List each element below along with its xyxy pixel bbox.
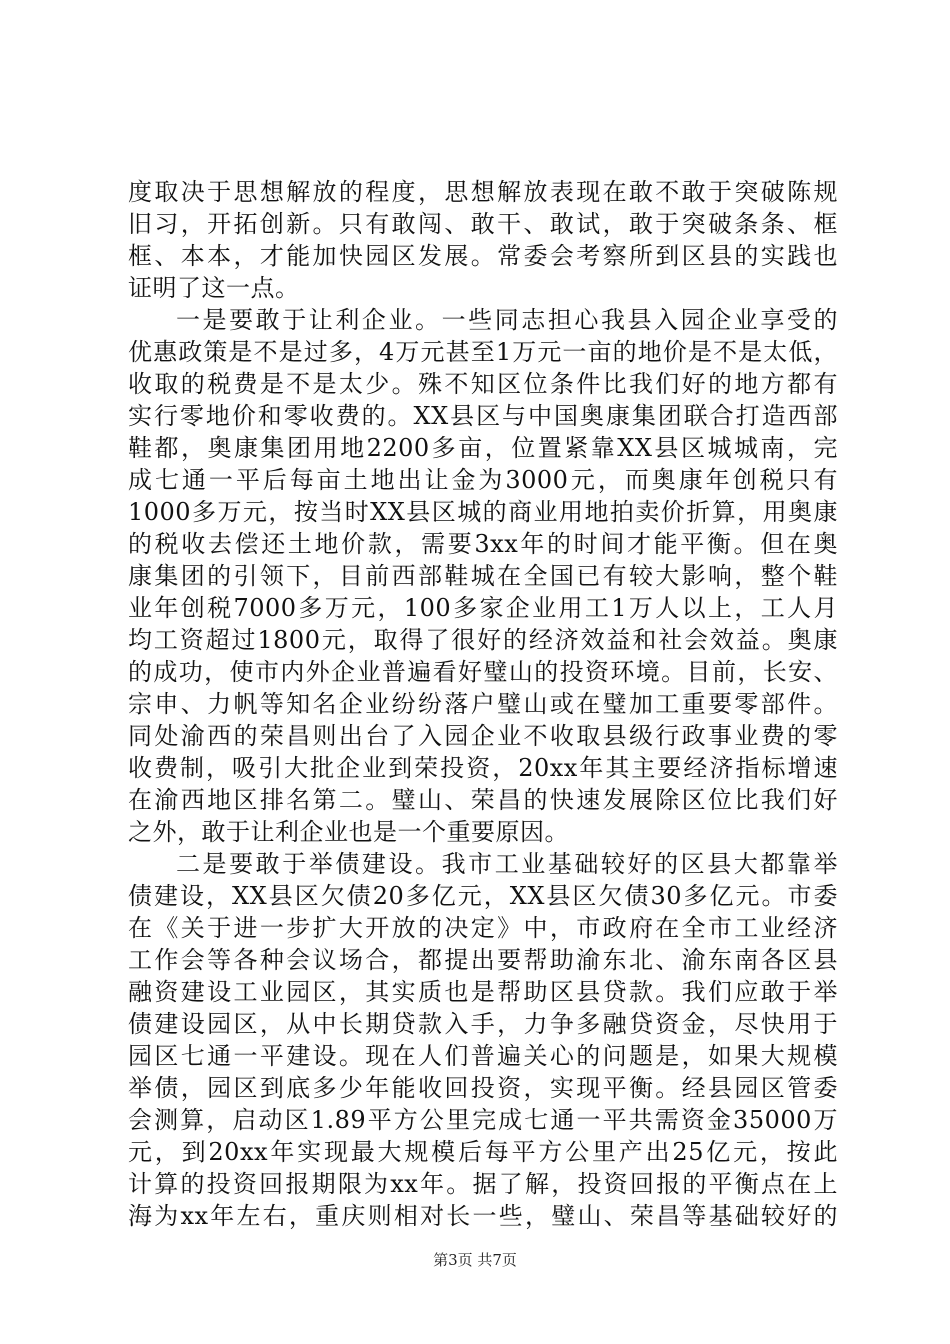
- text-line: 旧习，开拓创新。只有敢闯、敢干、敢试，敢于突破条条、框: [128, 210, 838, 238]
- text-line: 实行零地价和零收费的。XX县区与中国奥康集团联合打造西部: [128, 402, 838, 430]
- text-line: 债建设园区，从中长期贷款入手，力争多融贷资金，尽快用于: [128, 1010, 838, 1038]
- text-line: 的税收去偿还土地价款，需要3xx年的时间才能平衡。但在奥: [128, 530, 838, 558]
- text-line: 计算的投资回报期限为xx年。据了解，投资回报的平衡点在上: [128, 1170, 838, 1198]
- paragraph-first-line: 一是要敢于让利企业。一些同志担心我县入园企业享受的: [176, 306, 838, 334]
- text-line: 1000多万元，按当时XX县区城的商业用地拍卖价折算，用奥康: [128, 498, 838, 526]
- text-line: 度取决于思想解放的程度，思想解放表现在敢不敢于突破陈规: [128, 178, 838, 206]
- text-line: 宗申、力帆等知名企业纷纷落户璧山或在璧加工重要零部件。: [128, 690, 838, 718]
- text-line: 收费制，吸引大批企业到荣投资，20xx年其主要经济指标增速: [128, 754, 838, 782]
- text-line: 在渝西地区排名第二。璧山、荣昌的快速发展除区位比我们好: [128, 786, 838, 814]
- text-line: 证明了这一点。: [128, 274, 300, 302]
- text-line: 海为xx年左右，重庆则相对长一些，璧山、荣昌等基础较好的: [128, 1202, 838, 1230]
- text-line: 举债，园区到底多少年能收回投资，实现平衡。经县园区管委: [128, 1074, 838, 1102]
- page-number-footer: 第3页 共7页: [433, 1251, 517, 1269]
- text-line: 均工资超过1800元，取得了很好的经济效益和社会效益。奥康: [128, 626, 838, 654]
- text-line: 框、本本，才能加快园区发展。常委会考察所到区县的实践也: [128, 242, 838, 270]
- text-line: 会测算，启动区1.89平方公里完成七通一平共需资金35000万: [128, 1106, 838, 1134]
- text-line: 的成功，使市内外企业普遍看好璧山的投资环境。目前，长安、: [128, 658, 838, 686]
- text-line: 收取的税费是不是太少。殊不知区位条件比我们好的地方都有: [128, 370, 838, 398]
- text-line: 成七通一平后每亩土地出让金为3000元，而奥康年创税只有: [128, 466, 838, 494]
- text-line: 工作会等各种会议场合，都提出要帮助渝东北、渝东南各区县: [128, 946, 838, 974]
- text-line: 业年创税7000多万元，100多家企业用工1万人以上，工人月: [128, 594, 838, 622]
- text-line: 鞋都，奥康集团用地2200多亩，位置紧靠XX县区城城南，完: [128, 434, 838, 462]
- text-line: 元，到20xx年实现最大规模后每平方公里产出25亿元，按此: [128, 1138, 838, 1166]
- text-line: 在《关于进一步扩大开放的决定》中，市政府在全市工业经济: [128, 914, 838, 942]
- text-line: 融资建设工业园区，其实质也是帮助区县贷款。我们应敢于举: [128, 978, 838, 1006]
- paragraph-first-line: 二是要敢于举债建设。我市工业基础较好的区县大都靠举: [176, 850, 838, 878]
- text-line: 康集团的引领下，目前西部鞋城在全国已有较大影响，整个鞋: [128, 562, 838, 590]
- text-line: 同处渝西的荣昌则出台了入园企业不收取县级行政事业费的零: [128, 722, 838, 750]
- text-line: 园区七通一平建设。现在人们普遍关心的问题是，如果大规模: [128, 1042, 838, 1070]
- text-line: 债建设，XX县区欠债20多亿元，XX县区欠债30多亿元。市委: [128, 882, 838, 910]
- text-line: 优惠政策是不是过多，4万元甚至1万元一亩的地价是不是太低，: [128, 338, 838, 366]
- text-line: 之外，敢于让利企业也是一个重要原因。: [128, 818, 569, 846]
